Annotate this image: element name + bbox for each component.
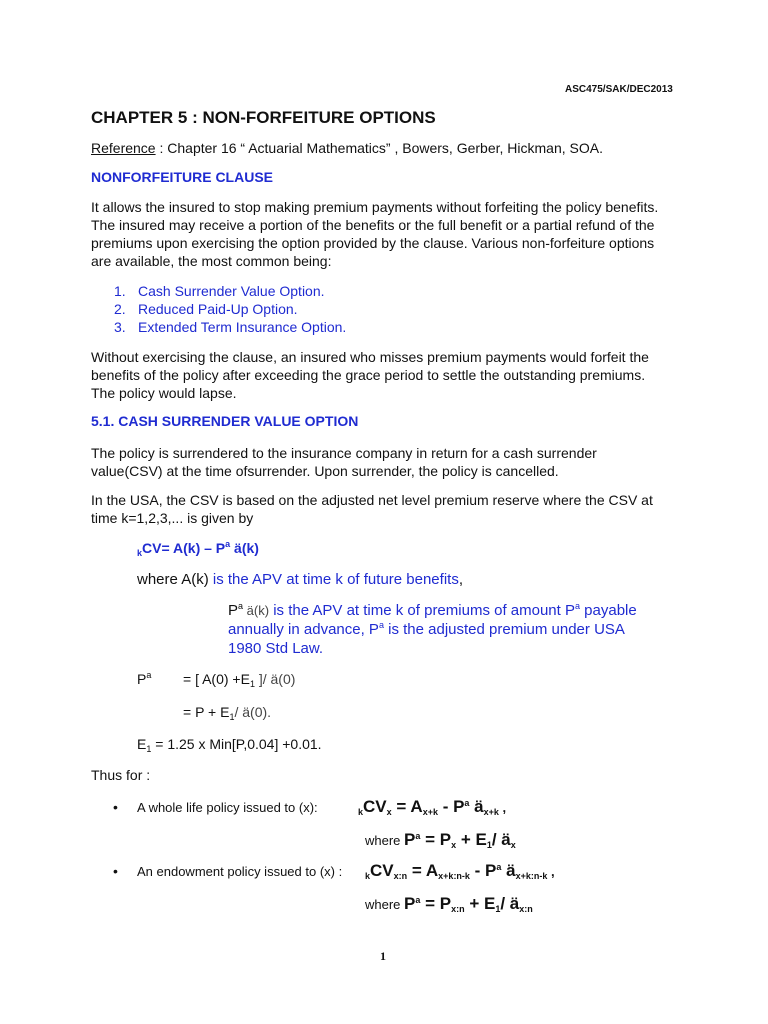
formula-superscript: a [415,895,421,905]
lapse-paragraph [91,348,681,402]
para-line: The policy is surrendered to the insurance company in return for a cash surrender [91,445,597,461]
endowment-formula [365,861,555,881]
formula-subscript: x:n [451,904,465,914]
formula-text: P [404,830,416,849]
csv-paragraph-2 [91,491,681,527]
bullet-icon: • [113,863,118,879]
formula-superscript: a [464,798,470,808]
e-symbol: E [137,736,147,752]
chapter-title: CHAPTER 5 : NON-FORFEITURE OPTIONS [91,108,436,127]
whole-life-label: A whole life policy issued to (x): [137,800,318,815]
p-superscript: a [238,601,244,611]
formula-subscript: x [510,840,516,850]
formula-subscript: k [358,807,364,817]
para-line: premiums upon exercising the option provided by the clause. Various non-forfeiture options [91,235,655,251]
formula-text: - P [469,861,497,880]
formula-text: ä [501,861,516,880]
formula-text: = P [420,830,452,849]
para-line: It allows the insured to stop making premium payments without forfeiting the policy benefits. [91,199,659,215]
equation-text: = 1.25 x Min[P,0.04] +0.01. [151,736,322,752]
formula-superscript: a [225,539,231,549]
thus-for-label: Thus for : [91,767,151,783]
list-item [114,282,346,300]
csv-heading: 5.1. CASH SURRENDER VALUE OPTION [91,413,359,429]
pa-equation-1 [183,671,295,687]
formula-subscript: x+k:n-k [438,871,470,881]
where-premium-line-2 [228,620,637,639]
formula-text: , [498,800,507,815]
whole-life-where [365,830,516,850]
formula-superscript: a [415,831,421,841]
reference-label: Reference [91,140,156,156]
formula-body: CV= A(k) – P [142,540,226,556]
formula-text: CV [370,861,394,880]
formula-superscript: a [496,862,502,872]
formula-text: = A [407,861,439,880]
list-number: 2. [114,301,126,317]
pa-symbol [137,671,151,687]
formula-text: - P [437,797,465,816]
list-number: 1. [114,283,126,299]
csv-paragraph-1 [91,444,681,480]
endowment-label: An endowment policy issued to (x) : [137,864,343,879]
where-text: is the APV at time k of future benefits [212,571,459,588]
e1-equation [137,736,322,752]
formula-text: ä [469,797,484,816]
para-line: The policy would lapse. [91,385,237,401]
where-premium-text: is the adjusted premium under USA [383,621,625,638]
reference-text: : Chapter 16 “ Actuarial Mathematics” , Bowers, Gerber, Hickman, SOA. [155,140,603,156]
list-label: Extended Term Insurance Option. [138,319,347,335]
p-superscript: a [146,670,152,680]
options-list [114,282,346,336]
formula-subscript: 1 [495,904,501,914]
reference-line [91,140,603,156]
p-symbol: P [137,671,147,687]
where-premium-line-3: 1980 Std Law. [228,640,324,657]
para-line: value(CSV) at the time ofsurrender. Upon surrender, the policy is cancelled. [91,463,559,479]
para-line: are available, the most common being: [91,253,332,269]
nonforfeiture-paragraph [91,198,681,270]
list-number: 3. [114,319,126,335]
formula-text: / ä [491,830,511,849]
page-number: 1 [380,949,386,963]
where-premium-text: payable [580,602,637,619]
formula-text: / ä [500,894,520,913]
list-item [114,318,346,336]
where-apv-line [137,571,463,588]
formula-subscript: x:n [519,904,533,914]
list-label: Cash Surrender Value Option. [138,283,325,299]
formula-subscript: x [386,807,392,817]
p-superscript: a [378,620,384,630]
equation-text: / ä(0). [234,704,272,720]
where-premium-block [228,601,637,658]
formula-text: = P [420,894,452,913]
formula-tail: ä(k) [230,540,259,556]
where-label: where [365,833,405,848]
e-subscript: 1 [146,744,152,754]
formula-text: = A [391,797,423,816]
endowment-premium-formula [404,894,533,913]
annuity-symbol: ä(k) [243,603,270,618]
where-premium-text: annually in advance, P [228,621,379,638]
equation-subscript: 1 [249,679,255,689]
formula-subscript: k [365,871,371,881]
where-label: where [365,897,405,912]
para-line: In the USA, the CSV is based on the adjusted net level premium reserve where the CSV at [91,492,653,508]
nonforfeiture-heading: NONFORFEITURE CLAUSE [91,169,273,185]
p-symbol: P [228,602,239,619]
formula-text: , [547,864,555,879]
para-line: time k=1,2,3,... is given by [91,510,254,526]
formula-subscript: k [137,548,143,558]
formula-subscript: x+k:n-k [515,871,548,881]
document-code: ASC475/SAK/DEC2013 [565,84,673,95]
para-line: The insured may receive a portion of the benefits or the full benefit or a partial refund of the [91,217,655,233]
where-premium-text: is the APV at time k of premiums of amount P [269,602,575,619]
equation-subscript: 1 [229,712,235,722]
formula-subscript: 1 [486,840,492,850]
list-item [114,300,346,318]
whole-life-formula [358,797,506,817]
para-line: Without exercising the clause, an insured who misses premium payments would forfeit the [91,349,649,365]
formula-subscript: x:n [393,871,408,881]
formula-text: + E [464,894,496,913]
endowment-where [365,894,533,914]
para-line: benefits of the policy after exceeding the grace period to settle the outstanding premiums. [91,367,646,383]
where-premium-line-1 [228,601,637,620]
equation-text: ]/ ä(0) [254,671,296,687]
csv-formula [137,540,259,556]
whole-life-premium-formula [404,830,516,849]
formula-subscript: x [451,840,457,850]
p-superscript: a [575,601,581,611]
formula-subscript: x+k [422,807,438,817]
equation-text: = [ A(0) +E [183,671,250,687]
pa-equation-2 [183,704,271,720]
where-comma: , [458,571,463,588]
equation-text: = P + E [183,704,230,720]
formula-text: P [404,894,416,913]
formula-subscript: x+k [483,807,499,817]
list-label: Reduced Paid-Up Option. [138,301,298,317]
bullet-icon: • [113,799,118,815]
formula-text: CV [363,797,387,816]
formula-text: + E [456,830,487,849]
where-lead: where A(k) [137,571,213,588]
